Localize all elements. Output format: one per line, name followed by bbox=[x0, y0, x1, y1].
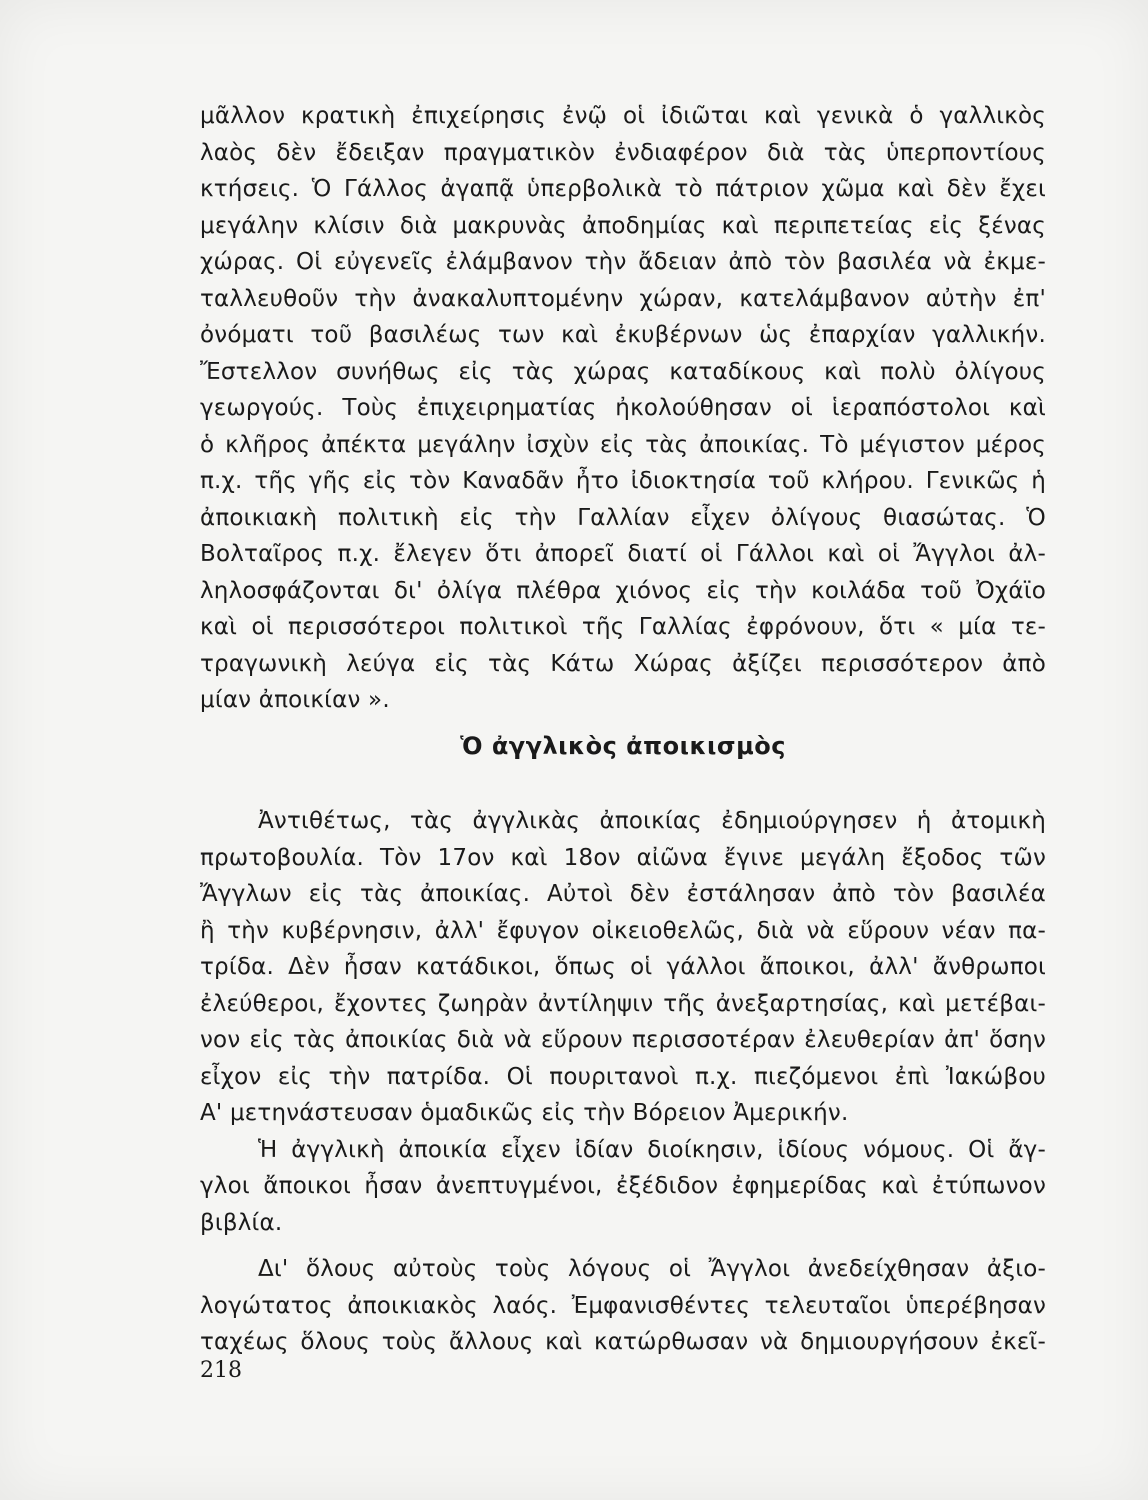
text-line: Ἀντιθέτως, τὰς ἀγγλικὰς ἀποικίας ἐδημιούργησεν ἡ ἀτομικὴ bbox=[258, 808, 1046, 834]
paragraph-3 bbox=[200, 1251, 1046, 1361]
text-line: Α' μετηνάστευσαν ὁμαδικῶς εἰς τὴν Βόρειον Ἀμερικήν. bbox=[200, 1100, 849, 1126]
text-line: νον εἰς τὰς ἀποικίας διὰ νὰ εὕρουν περισσοτέραν ἐλευθερίαν ἀπ' ὅσην bbox=[200, 1027, 1046, 1053]
text-line: γλοι ἄποικοι ἦσαν ἀνεπτυγμένοι, ἐξέδιδον ἐφημερίδας καὶ ἐτύπωνον bbox=[200, 1173, 1046, 1199]
text-line: Ἄγγλων εἰς τὰς ἀποικίας. Αὐτοὶ δὲν ἐστάλησαν ἀπὸ τὸν βασιλέα bbox=[200, 881, 1046, 907]
text-line: Ἡ ἀγγλικὴ ἀποικία εἶχεν ἰδίαν διοίκησιν, ἰδίους νόμους. Οἱ ἄγ- bbox=[258, 1136, 1046, 1163]
text-line: ὀνόματι τοῦ βασιλέως των καὶ ἐκυβέρνων ὡς ἐπαρχίαν γαλλικήν. bbox=[200, 322, 1046, 348]
text-line: ληλοσφάζονται δι' ὀλίγα πλέθρα χιόνος εἰς τὴν κοιλάδα τοῦ Ὀχάϊο bbox=[200, 577, 1046, 604]
paragraph-2 bbox=[200, 1132, 1046, 1242]
text-line: ἀποικιακὴ πολιτικὴ εἰς τὴν Γαλλίαν εἶχεν ὀλίγους θιασώτας. Ὁ bbox=[200, 504, 1046, 531]
paragraph-gap bbox=[200, 1241, 1046, 1251]
english-colonialism-text bbox=[200, 803, 1046, 1361]
text-line: τραγωνικὴ λεύγα εἰς τὰς Κάτω Χώρας ἀξίζει περισσότερον ἀπὸ bbox=[200, 650, 1046, 677]
text-line: κτήσεις. Ὁ Γάλλος ἀγαπᾷ ὑπερβολικὰ τὸ πάτριον χῶμα καὶ δὲν ἔχει bbox=[200, 176, 1046, 202]
text-line: λαὸς δὲν ἔδειξαν πραγματικὸν ἐνδιαφέρον διὰ τὰς ὑπερποντίους bbox=[200, 139, 1046, 166]
text-line: μᾶλλον κρατικὴ ἐπιχείρησις ἐνῷ οἱ ἰδιῶται καὶ γενικὰ ὁ γαλλικὸς bbox=[200, 103, 1046, 129]
text-line: πρωτοβουλία. Τὸν 17ον καὶ 18ον αἰῶνα ἔγινε μεγάλη ἔξοδος τῶν bbox=[200, 844, 1046, 871]
text-line: βιβλία. bbox=[200, 1209, 283, 1236]
text-line: μεγάλην κλίσιν διὰ μακρυνὰς ἀποδημίας καὶ περιπετείας εἰς ξένας bbox=[200, 212, 1046, 239]
text-line: ἐλεύθεροι, ἔχοντες ζωηρὰν ἀντίληψιν τῆς ἀνεξαρτησίας, καὶ μετέβαι- bbox=[200, 990, 1046, 1017]
text-line: Ἔστελλον συνήθως εἰς τὰς χώρας καταδίκους καὶ πολὺ ὀλίγους bbox=[200, 358, 1046, 385]
paragraph-1 bbox=[200, 803, 1046, 1132]
text-line: ἢ τὴν κυβέρνησιν, ἀλλ' ἔφυγον οἰκειοθελῶς, διὰ νὰ εὕρουν νέαν πα- bbox=[200, 917, 1046, 944]
section-heading: Ὁ ἀγγλικὸς ἀποικισμὸς bbox=[460, 732, 786, 760]
text-line: Δι' ὅλους αὐτοὺς τοὺς λόγους οἱ Ἄγγλοι ἀνεδείχθησαν ἀξιο- bbox=[258, 1256, 1046, 1282]
text-line: γεωργούς. Τοὺς ἐπιχειρηματίας ἠκολούθησαν οἱ ἱεραπόστολοι καὶ bbox=[200, 395, 1046, 421]
text-line: τρίδα. Δὲν ἦσαν κατάδικοι, ὅπως οἱ γάλλοι ἄποικοι, ἀλλ' ἄνθρωποι bbox=[200, 954, 1046, 980]
text-line: ταλλευθοῦν τὴν ἀνακαλυπτομένην χώραν, κατελάμβανον αὐτὴν ἐπ' bbox=[200, 285, 1046, 312]
text-line: π.χ. τῆς γῆς εἰς τὸν Καναδᾶν ἦτο ἰδιοκτησία τοῦ κλήρου. Γενικῶς ἡ bbox=[200, 468, 1046, 494]
text-line: μίαν ἀποικίαν ». bbox=[200, 687, 390, 713]
text-line: λογώτατος ἀποικιακὸς λαός. Ἐμφανισθέντες τελευταῖοι ὑπερέβησαν bbox=[200, 1292, 1046, 1319]
text-line: χώρας. Οἱ εὐγενεῖς ἐλάμβανον τὴν ἄδειαν ἀπὸ τὸν βασιλέα νὰ ἐκμε- bbox=[200, 249, 1046, 275]
french-colonialism-text bbox=[200, 98, 1046, 719]
text-line: ταχέως ὅλους τοὺς ἄλλους καὶ κατώρθωσαν νὰ δημιουργήσουν ἐκεῖ- bbox=[200, 1329, 1046, 1355]
text-line: ὁ κλῆρος ἀπέκτα μεγάλην ἰσχὺν εἰς τὰς ἀποικίας. Τὸ μέγιστον μέρος bbox=[200, 431, 1046, 458]
text-line: καὶ οἱ περισσότεροι πολιτικοὶ τῆς Γαλλίας ἐφρόνουν, ὅτι « μία τε- bbox=[200, 614, 1046, 640]
page-number: 218 bbox=[200, 1358, 242, 1383]
text-line: εἶχον εἰς τὴν πατρίδα. Οἱ πουριτανοὶ π.χ. πιεζόμενοι ἐπὶ Ἰακώβου bbox=[200, 1063, 1046, 1090]
text-line: Βολταῖρος π.χ. ἔλεγεν ὅτι ἀπορεῖ διατί οἱ Γάλλοι καὶ οἱ Ἄγγλοι ἀλ- bbox=[200, 541, 1046, 567]
